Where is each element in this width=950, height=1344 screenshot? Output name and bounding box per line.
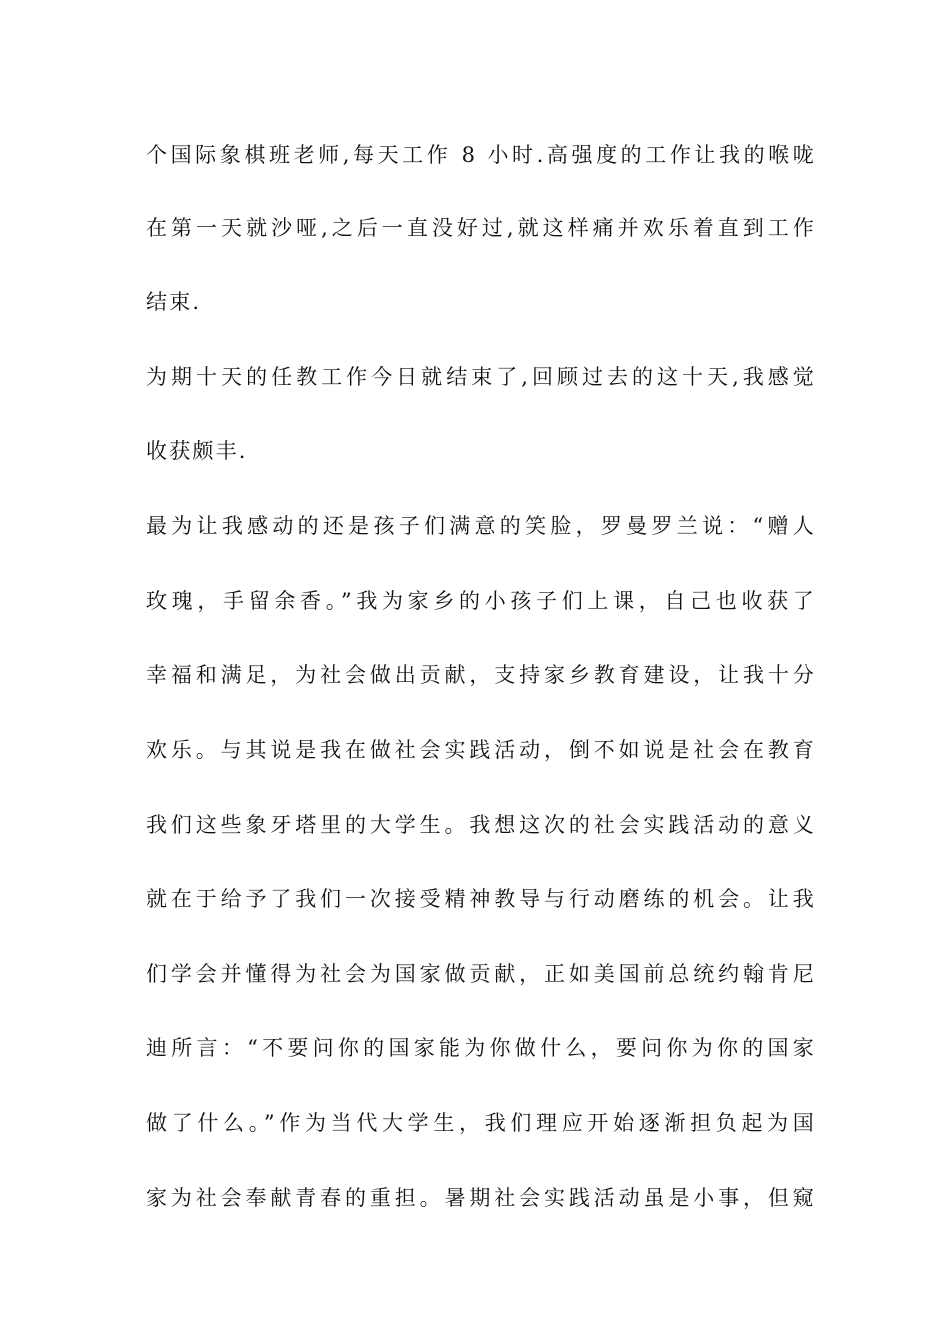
text-line: 在第一天就沙哑,之后一直没好过,就这样痛并欢乐着直到工作 [146,216,816,240]
text-line: 欢乐。与其说是我在做社会实践活动，倒不如说是社会在教育 [146,738,816,762]
text-line: 个国际象棋班老师,每天工作 8 小时.高强度的工作让我的喉咙 [146,143,816,167]
text-line: 就在于给予了我们一次接受精神教导与行动磨练的机会。让我 [146,887,816,911]
text-line: 迪所言：“不要问你的国家能为你做什么，要问你为你的国家 [146,1036,816,1060]
text-line: 结束. [146,290,202,314]
text-line: 为期十天的任教工作今日就结束了,回顾过去的这十天,我感觉 [146,365,816,389]
text-line: 最为让我感动的还是孩子们满意的笑脸，罗曼罗兰说：“赠人 [146,514,816,538]
text-line: 们学会并懂得为社会为国家做贡献，正如美国前总统约翰肯尼 [146,962,816,986]
text-line: 我们这些象牙塔里的大学生。我想这次的社会实践活动的意义 [146,813,816,837]
text-line: 玫瑰，手留余香。”我为家乡的小孩子们上课，自己也收获了 [146,589,816,613]
text-line: 做了什么。”作为当代大学生，我们理应开始逐渐担负起为国 [146,1111,816,1135]
text-line: 收获颇丰. [146,439,248,463]
text-line: 家为社会奉献青春的重担。暑期社会实践活动虽是小事，但窥 [146,1186,816,1210]
text-line: 幸福和满足，为社会做出贡献，支持家乡教育建设，让我十分 [146,663,816,687]
